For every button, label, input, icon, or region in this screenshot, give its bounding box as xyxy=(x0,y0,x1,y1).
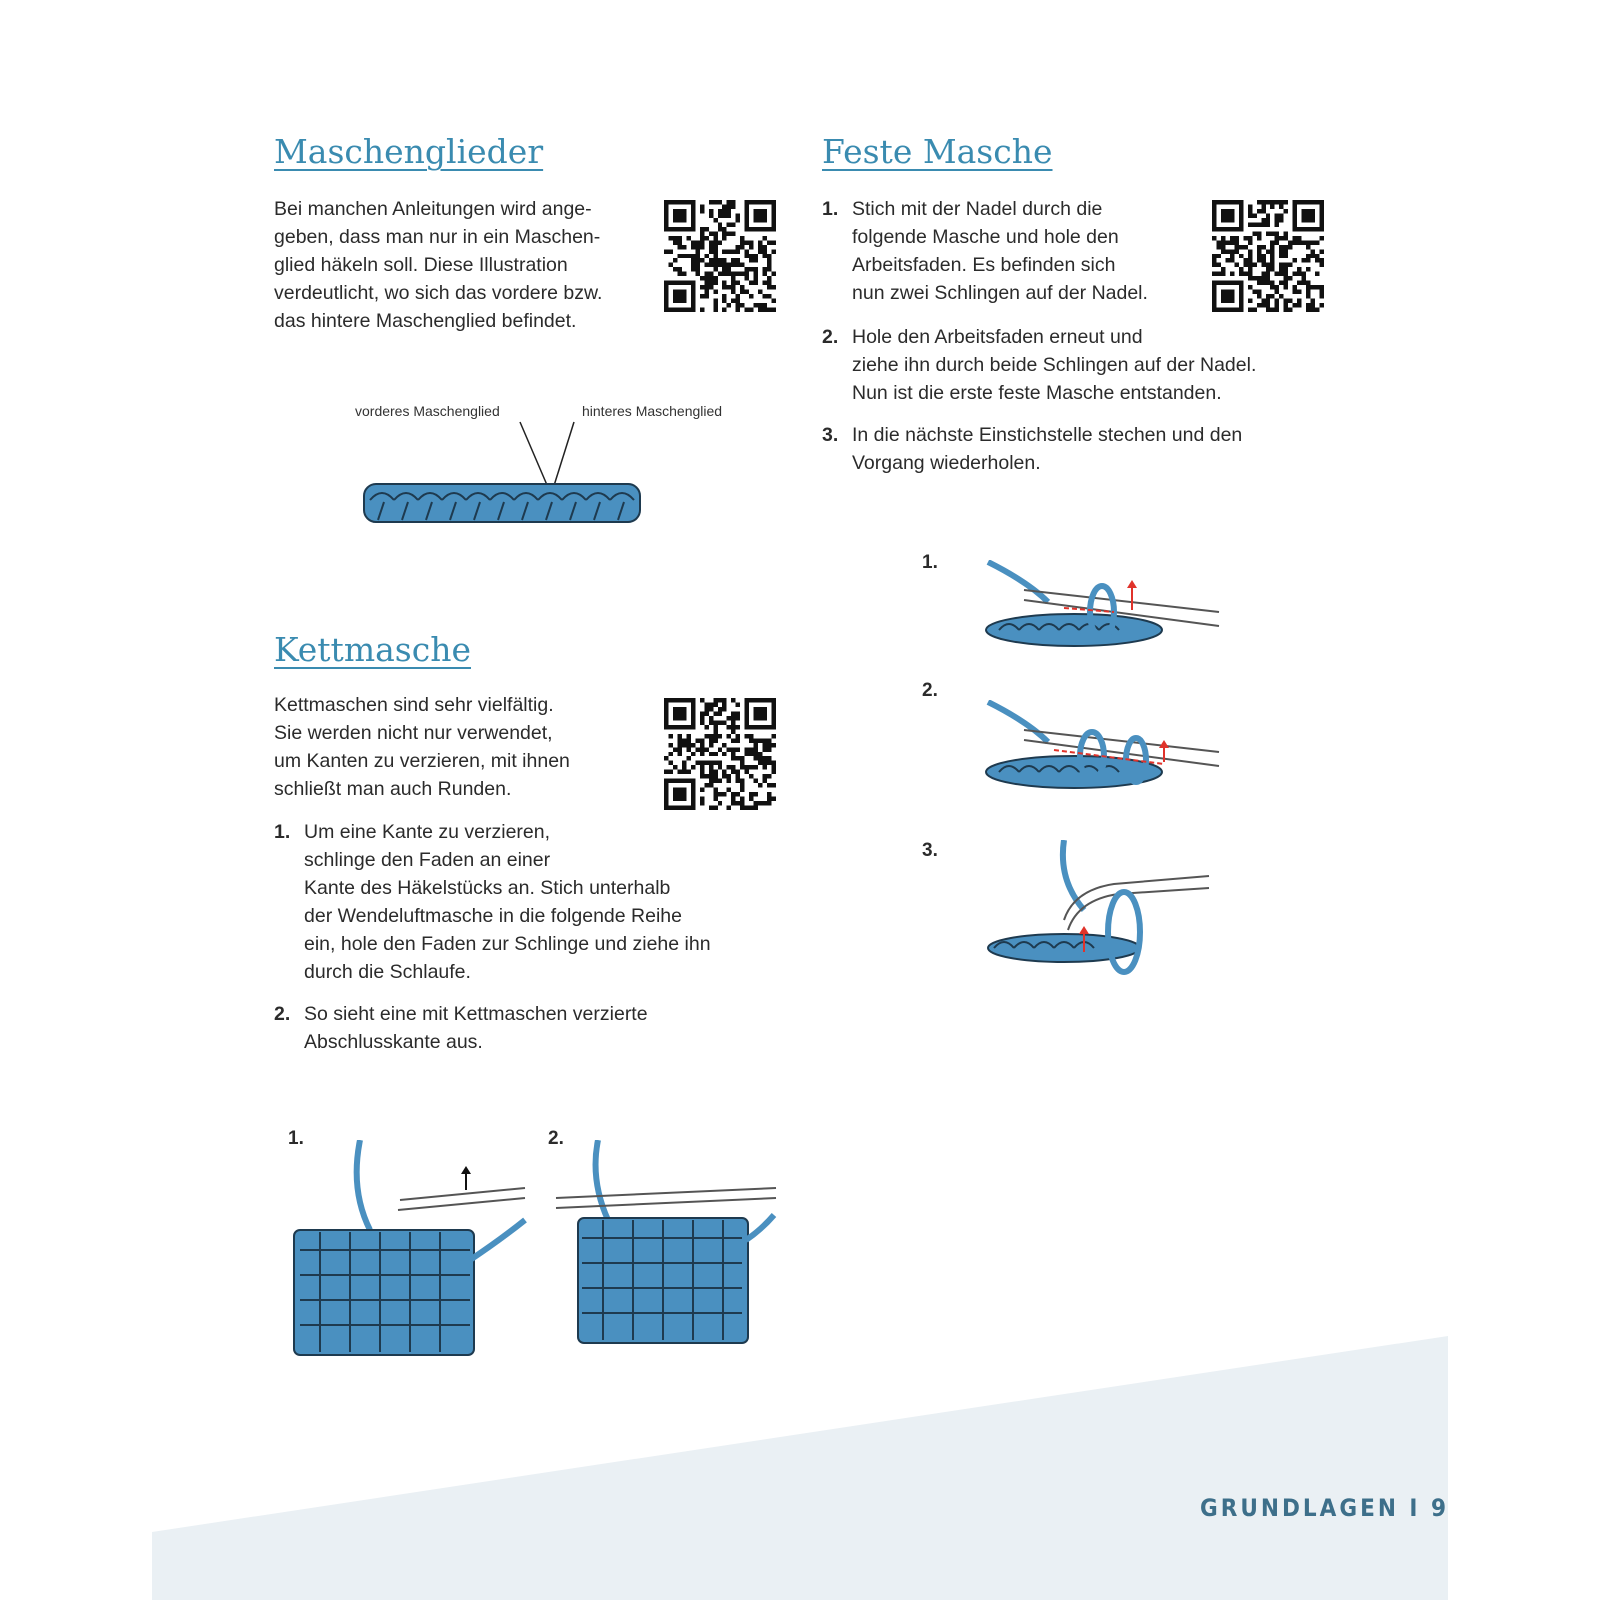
text-line: folgende Masche und hole den xyxy=(852,226,1119,248)
text-line: Bei manchen Anleitungen wird ange- xyxy=(274,198,592,220)
kettmasche-figure-1-label: 1. xyxy=(288,1128,304,1149)
kettmasche-illustration-2 xyxy=(548,1140,778,1365)
kettmasche-figure-2-label: 2. xyxy=(548,1128,564,1149)
text-line: So sieht eine mit Kettmaschen verzierte xyxy=(304,1003,648,1025)
step-number: 1. xyxy=(822,198,839,220)
feste-masche-figure-3-label: 3. xyxy=(922,840,938,861)
text-line: glied häkeln soll. Diese Illustration xyxy=(274,254,568,276)
kettmasche-illustration-1 xyxy=(290,1140,530,1365)
text-line: schließt man auch Runden. xyxy=(274,778,512,800)
text-line: Abschlusskante aus. xyxy=(304,1031,483,1053)
text-line: ziehe ihn durch beide Schlingen auf der Nadel. xyxy=(852,354,1257,376)
text-line: In die nächste Einstichstelle stechen und den xyxy=(852,424,1243,446)
text-line: schlinge den Faden an einer xyxy=(304,849,551,871)
text-line: Arbeitsfaden. Es befinden sich xyxy=(852,254,1116,276)
qr-code-maschenglieder[interactable] xyxy=(664,200,776,312)
step-number: 2. xyxy=(274,1003,291,1025)
step-number: 1. xyxy=(274,821,291,843)
text-line: geben, dass man nur in ein Maschen- xyxy=(274,226,601,248)
text-line: durch die Schlaufe. xyxy=(304,961,471,983)
text-line: der Wendeluftmasche in die folgende Reihe xyxy=(304,905,682,927)
text-line: das hintere Maschenglied befindet. xyxy=(274,310,577,332)
text-line: Nun ist die erste feste Masche entstanden. xyxy=(852,382,1222,404)
text-line: Um eine Kante zu verzieren, xyxy=(304,821,551,843)
kettmasche-heading: Kettmasche xyxy=(274,630,471,669)
text-line: Vorgang wiederholen. xyxy=(852,452,1041,474)
text-line: um Kanten zu verzieren, mit ihnen xyxy=(274,750,570,772)
feste-masche-figure-2-label: 2. xyxy=(922,680,938,701)
feste-masche-illustration-1 xyxy=(984,560,1224,670)
feste-masche-heading: Feste Masche xyxy=(822,132,1053,171)
qr-code-kettmasche[interactable] xyxy=(664,698,776,810)
maschenglieder-text xyxy=(274,195,602,335)
label-back-loop: hinteres Maschenglied xyxy=(582,403,723,419)
text-line: nun zwei Schlingen auf der Nadel. xyxy=(852,282,1148,304)
maschenglieder-heading: Maschenglieder xyxy=(274,132,544,171)
label-front-loop: vorderes Maschenglied xyxy=(355,403,500,419)
text-line: Kante des Häkelstücks an. Stich unterhalb xyxy=(304,877,671,899)
text-line: Stich mit der Nadel durch die xyxy=(852,198,1103,220)
text-line: Kettmaschen sind sehr vielfältig. xyxy=(274,694,554,716)
qr-code-feste-masche[interactable] xyxy=(1212,200,1324,312)
chain-loops-illustration xyxy=(360,420,650,535)
text-line: ein, hole den Faden zur Schlinge und ziehe ihn xyxy=(304,933,711,955)
kettmasche-intro xyxy=(274,691,570,803)
step-number: 3. xyxy=(822,424,839,446)
feste-masche-figure-1-label: 1. xyxy=(922,552,938,573)
feste-masche-illustration-2 xyxy=(984,700,1224,810)
text-line: Hole den Arbeitsfaden erneut und xyxy=(852,326,1143,348)
footer-band xyxy=(152,1336,1448,1600)
step-number: 2. xyxy=(822,326,839,348)
feste-masche-illustration-3 xyxy=(984,840,1214,985)
footer-page-label: GRUNDLAGEN I 9 xyxy=(1200,1494,1449,1522)
text-line: Sie werden nicht nur verwendet, xyxy=(274,722,553,744)
text-line: verdeutlicht, wo sich das vordere bzw. xyxy=(274,282,603,304)
